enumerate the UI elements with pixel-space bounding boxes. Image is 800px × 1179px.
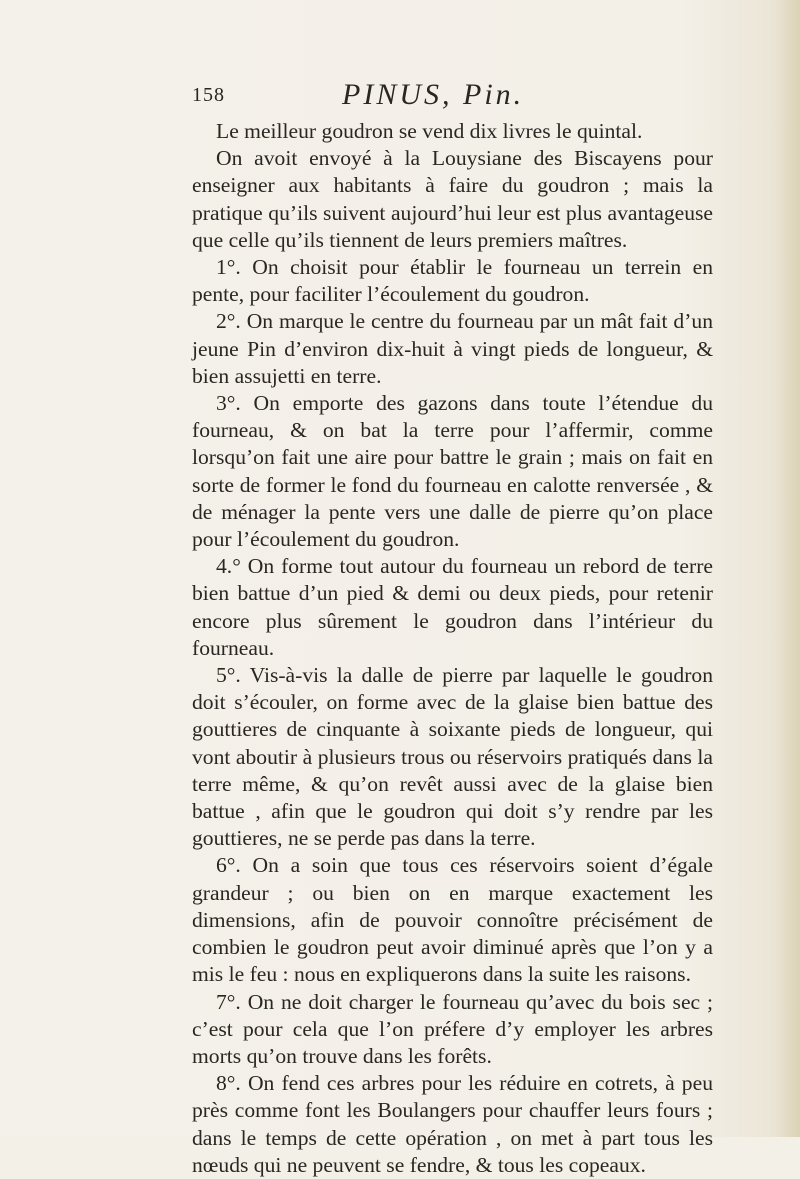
- page-edge-shadow: [778, 0, 800, 1137]
- paragraph-step-4: 4.° On forme tout autour du fourneau un rebord de terre bien battue d’un pied & demi ou deux pieds, pour retenir encore plus sûrement le goudron dans l’intérieur du fourneau.: [192, 554, 713, 660]
- paragraph-step-8: 8°. On fend ces arbres pour les réduire en cotrets, à peu près comme font les Boulangers pour chauffer leurs fours ; dans le temps de cette opération , on met à part tous les nœuds qui ne peuvent se fendre, & tous les copeaux.: [192, 1071, 713, 1177]
- running-title: PINUS, Pin.: [342, 78, 525, 111]
- page-number: 158: [192, 84, 225, 106]
- paragraph-step-1: 1°. On choisit pour établir le fourneau un terrein en pente, pour faciliter l’écoulement du goudron.: [192, 255, 713, 307]
- paragraph-intro: Le meilleur goudron se vend dix livres le quintal.: [216, 119, 643, 143]
- page-header: [192, 78, 712, 116]
- paragraph-step-2: 2°. On marque le centre du fourneau par un mât fait d’un jeune Pin d’environ dix-huit à vingt pieds de longueur, & bien assujetti en terre.: [192, 309, 713, 388]
- paragraph-step-5: 5°. Vis-à-vis la dalle de pierre par laquelle le goudron doit s’écouler, on forme avec de la glaise bien battue des gouttieres de cinquante à soixante pieds de longueur, qui vont aboutir à plusieurs trous ou réservoirs pratiqués dans la terre même, & qu’on revêt aussi avec de la glaise bien battue , afin que le goudron qui doit s’y rendre par les gouttieres, ne se perde pas dans la terre.: [192, 663, 713, 851]
- paragraph-louisiana: On avoit envoyé à la Louysiane des Biscayens pour enseigner aux habitants à faire du goudron ; mais la pratique qu’ils suivent aujourd’hui leur est plus avantageuse que celle qu’ils tiennent de leurs premiers maîtres.: [192, 146, 713, 252]
- paragraph-step-3: 3°. On emporte des gazons dans toute l’étendue du fourneau, & on bat la terre pour l’affermir, comme lorsqu’on fait une aire pour battre le grain ; mais on fait en sorte de former le fond du fourneau en calotte renversée , & de ménager la pente vers une dalle de pierre qu’on place pour l’écoulement du goudron.: [192, 391, 713, 552]
- paragraph-step-7: 7°. On ne doit charger le fourneau qu’avec du bois sec ; c’est pour cela que l’on préfere d’y employer les arbres morts qu’on trouve dans les forêts.: [192, 989, 713, 1068]
- paragraph-step-6: 6°. On a soin que tous ces réservoirs soient d’égale grandeur ; ou bien on en marque exactement les dimensions, afin de pouvoir connoître précisément de combien le goudron peut avoir diminué après que l’on y a mis le feu : nous en expliquerons dans la suite les raisons.: [192, 853, 713, 987]
- body-text: [192, 118, 713, 1179]
